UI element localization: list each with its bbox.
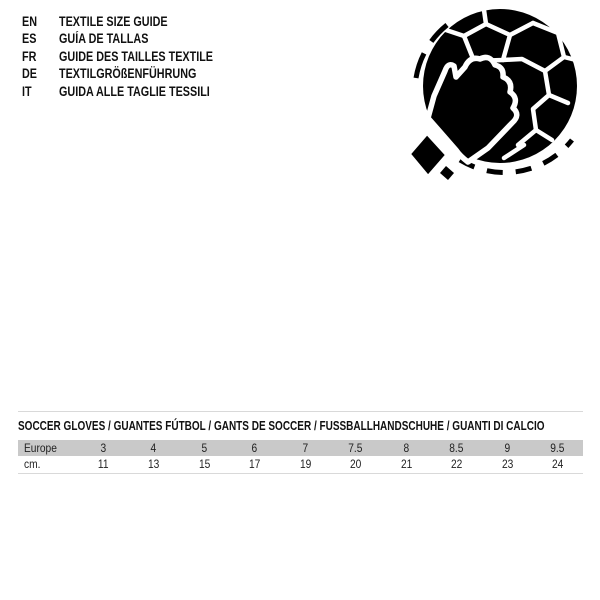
size-value: 7.5 — [348, 441, 363, 455]
guide-title-fr: GUIDE DES TAILLES TEXTILE — [59, 48, 214, 64]
guide-title-de: TEXTILGRÖßENFÜHRUNG — [59, 66, 197, 82]
size-value: 4 — [150, 441, 157, 455]
size-value: 5 — [201, 441, 208, 455]
size-table — [18, 440, 583, 474]
size-value: 13 — [148, 457, 160, 472]
language-code: ES — [22, 31, 37, 47]
language-code: EN — [22, 14, 38, 29]
goalkeeper-glove-soccer-ball-icon — [400, 8, 590, 198]
size-table-section — [18, 411, 583, 474]
list-item — [22, 30, 252, 47]
size-value: 11 — [97, 457, 109, 472]
size-value: 19 — [299, 457, 311, 472]
size-value: 20 — [350, 457, 362, 472]
guide-title-it: GUIDA ALLE TAGLIE TESSILI — [59, 83, 210, 99]
size-value: 21 — [400, 457, 412, 472]
row-label: cm. — [24, 457, 41, 472]
size-value: 15 — [198, 457, 210, 472]
size-value: 8.5 — [449, 441, 464, 455]
size-value: 3 — [100, 441, 107, 455]
language-code: IT — [22, 83, 32, 99]
size-value: 9.5 — [550, 441, 565, 455]
language-code: DE — [22, 66, 38, 82]
list-item — [22, 13, 252, 30]
size-value: 24 — [552, 457, 564, 472]
size-value: 8 — [403, 441, 410, 455]
size-value: 7 — [302, 441, 309, 455]
size-value: 9 — [504, 441, 511, 455]
guide-title-en: TEXTILE SIZE GUIDE — [59, 14, 168, 29]
language-code: FR — [22, 48, 37, 64]
glove-ball-svg — [400, 8, 590, 198]
size-value: 23 — [501, 457, 513, 472]
size-table-title: SOCCER GLOVES / GUANTES FÚTBOL / GANTS DE SOCCER / FUSSBALLHANDSCHUHE / GUANTI DI CALCIO — [18, 419, 545, 433]
table-row-cm — [18, 456, 583, 473]
list-item — [22, 48, 252, 65]
guide-title-es: GUÍA DE TALLAS — [59, 31, 149, 47]
size-value: 6 — [251, 441, 258, 455]
list-item — [22, 65, 252, 82]
table-row-europe — [18, 440, 583, 456]
language-guide-list — [22, 13, 252, 100]
size-value: 17 — [249, 457, 261, 472]
size-value: 22 — [451, 457, 463, 472]
list-item — [22, 83, 252, 100]
row-label: Europe — [24, 441, 57, 455]
